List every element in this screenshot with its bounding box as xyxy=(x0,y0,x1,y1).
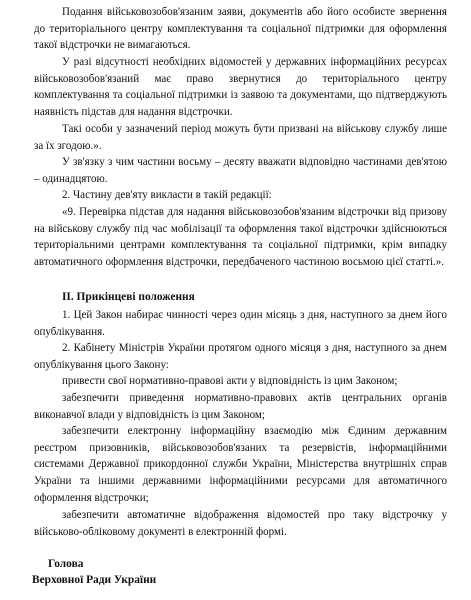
provision-align-acts: привести свої нормативно-правові акти у відповідність із цим Законом; xyxy=(62,375,398,387)
provision-cabinet-instructions: 2. Кабінету Міністрів України протягом одного місяця з дня, наступного за днем опублікування цього Закону: xyxy=(34,342,447,371)
provision-auto-display: забезпечити автоматичне відображення відомостей про таку відстрочку у військово-обліковому документі в електронній формі. xyxy=(34,509,447,538)
paragraph-renumbering: У зв'язку з чим частини восьму – десяту вважати відповідно частинами дев'ятою – одинадцятою. xyxy=(34,156,447,185)
provision-entry-into-force: 1. Цей Закон набирає чинності через один місяць з дня, наступного за днем його опублікування. xyxy=(34,309,447,338)
signature-title: Голова xyxy=(48,558,84,570)
paragraph-part-nine-text: «9. Перевірка підстав для надання військовозобов'язаним відстрочки від призову на військову службу під час мобілізації та оформлення такої відстрочки здійснюються територіальними центрами комплектування та соціальної підтримки, крім випадку автоматичного оформлення відстрочки, передбаченого частиною восьмою цієї статті.». xyxy=(34,206,447,269)
provision-electronic-interaction: забезпечити електронну інформаційну взаємодію між Єдиним державним реєстром призовників, військовозобов'язаних та резервістів, інформаційними системами Державної прикордонної служби України, Міністерства внутрішніх справ України та іншими державними інформаційними ресурсами для автоматичного оформлення відстрочки; xyxy=(34,425,447,504)
paragraph-application-not-required: Подання військовозобов'язаним заяви, документів або його особисте звернення до територіального центру комплектування та соціальної підтримки для оформлення такої відстрочки не вимагаються. xyxy=(34,6,447,52)
paragraph-missing-information: У разі відсутності необхідних відомостей у державних інформаційних ресурсах військовозобов'язаний має право звернутися до територіального центру комплектування та соціальної підтримки із заявою та документами, що підтверджують наявність підстав для надання відстрочки. xyxy=(34,56,447,119)
paragraph-part-nine-intro: 2. Частину дев'яту викласти в такій редакції: xyxy=(62,189,272,201)
paragraph-consent-conscription: Такі особи у зазначений період можуть бути призвані на військову службу лише за їх згодою.». xyxy=(34,123,447,152)
section-heading: II. Прикінцеві положення xyxy=(62,291,195,303)
provision-central-bodies-acts: забезпечити приведення нормативно-правових актів центральних органів виконавчої влади у відповідність із цим Законом; xyxy=(34,392,447,421)
signature-body: Верховної Ради України xyxy=(32,574,157,586)
